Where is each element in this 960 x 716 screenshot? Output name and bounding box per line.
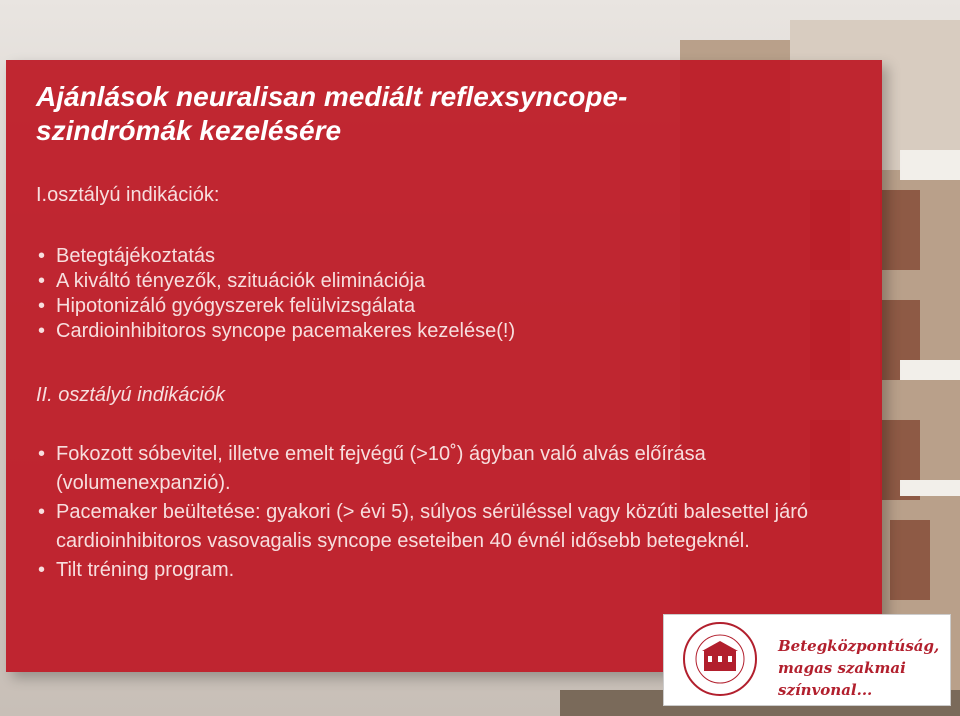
slide-title: Ajánlások neuralisan mediált reflexsyncope-szindrómák kezelésére [36,81,628,146]
list-item: • Pacemaker beültetése: gyakori (> évi 5), súlyos sérüléssel vagy közúti balesettel járó cardioinhibitoros vasovagalis syncope eseteiben 40 évnél idősebb betegeknél. [38,498,838,556]
list-item: • A kiváltó tényezők, szituációk eliminációja [38,269,515,294]
list-item: • Betegtájékoztatás [38,244,515,269]
section1-heading: I.osztályú indikációk: [36,184,220,206]
section1-list [38,244,515,344]
slogan-line2: magas szakmai színvonal... [778,659,906,699]
list-item: • Hipotonizáló gyógyszerek felülvizsgálata [38,294,515,319]
list-item: • Tilt tréning program. [38,556,838,585]
section2-heading: II. osztályú indikációk [36,384,225,406]
list-item: • Fokozott sóbevitel, illetve emelt fejvégű (>10˚) ágyban való alvás előírása (volumenexpanzió). [38,440,838,498]
section2-list [38,440,838,585]
hospital-seal-icon [682,621,758,697]
list-item: • Cardioinhibitoros syncope pacemakeres kezelése(!) [38,319,515,344]
slogan-line1: Betegközpontúság, [778,637,940,655]
hospital-slogan [778,635,950,701]
hospital-logo [663,614,951,706]
